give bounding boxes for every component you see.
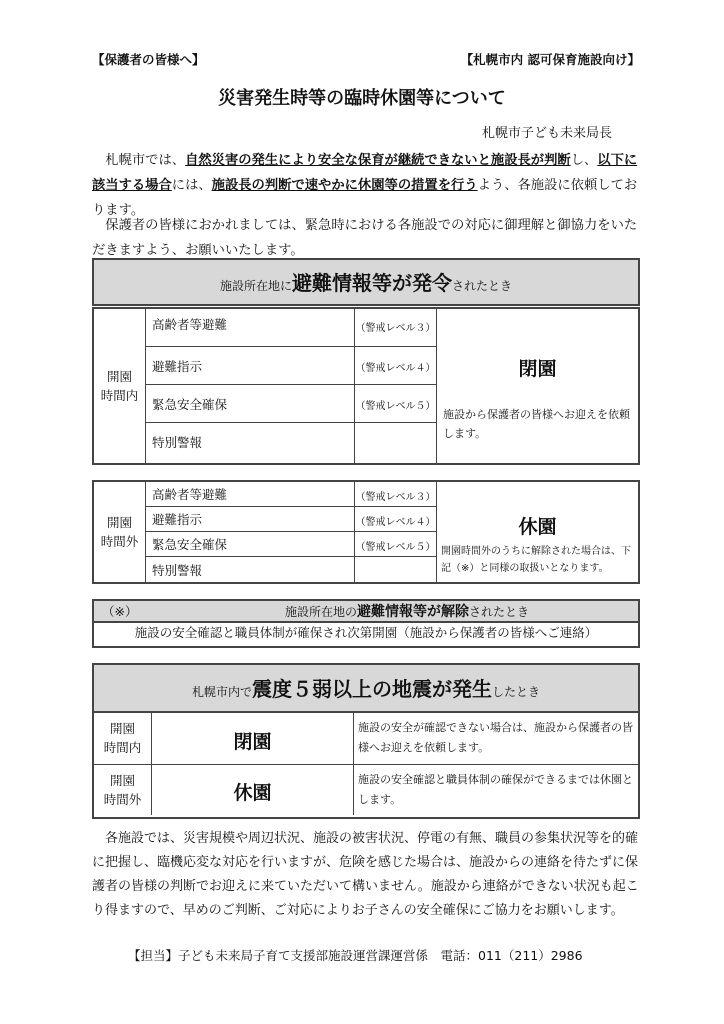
evacuation-closed-hours-table [92, 480, 640, 584]
alert-name: 特別警報 [152, 435, 203, 450]
action-close: 閉園 [152, 713, 354, 765]
period-label: 開園 時間内 [94, 713, 152, 765]
release-header: （※） 施設所在地の避難情報等が解除されたとき [92, 599, 640, 623]
action-suspend: 休園 [152, 765, 354, 815]
target-tag: 【札幌市内 認可保育施設向け】 [460, 52, 640, 67]
alert-level: （警戒レベル５） [354, 532, 436, 557]
alert-level: （警戒レベル５） [354, 385, 436, 423]
action-note: 施設の安全確認と職員体制の確保ができるまでは休園とします。 [358, 773, 633, 806]
evacuation-open-hours-table [92, 307, 640, 465]
release-body: 施設の安全確認と職員体制が確保され次第開園（施設から保護者の皆様へご連絡） [92, 622, 640, 648]
action-suspend: 休園 [436, 482, 638, 542]
page-title: 災害発生時等の臨時休園等について [218, 88, 506, 109]
earthquake-table [92, 713, 640, 819]
action-note: 施設の安全が確認できない場合は、施設から保護者の皆様へお迎えを依頼します。 [354, 713, 638, 765]
contact-info: 【担当】子ども未来局子育て支援部施設運営課運営係 電話：011（211）2986 [128, 948, 583, 963]
alert-level: （警戒レベル４） [354, 347, 436, 385]
alert-name: 緊急安全確保 [146, 385, 354, 423]
alert-name: 高齢者等避難 [146, 482, 354, 507]
action-note: 施設から保護者の皆様へお迎えを依頼します。 [436, 401, 638, 463]
intro-paragraph-2: 保護者の皆様におかれましては、緊急時における各施設での対応に御理解と御協力をいただきますよう、お願いいたします。 [92, 218, 638, 258]
alert-level: （警戒レベル４） [354, 507, 436, 532]
alert-name: 避難指示 [146, 347, 354, 385]
audience-tag: 【保護者の皆様へ】 [92, 52, 205, 67]
action-note: 開園時間外のうちに解除された場合は、下記（※）と同様の取扱いとなります。 [436, 542, 638, 582]
closing-paragraph: 各施設では、災害規模や周辺状況、施設の被害状況、停電の有無、職員の参集状況等を的確に把握し、臨機応変な対応を行いますが、危険を感じた場合は、施設からの連絡を待たずに保護者の皆様の判断でお迎えに来ていただいて構いません。施設から連絡ができない状況も起こり得ますので、早めのご判断、ご対応によりお子さんの安全確保にご協力をお願いします。 [92, 831, 639, 918]
alert-name: 特別警報 [152, 563, 203, 578]
evacuation-header: 施設所在地に避難情報等が発令されたとき [92, 258, 640, 306]
period-label: 開園 時間外 [94, 765, 152, 815]
alert-name: 緊急安全確保 [146, 532, 354, 557]
author: 札幌市子ども未来局長 [481, 126, 612, 141]
alert-level: （警戒レベル３） [354, 309, 436, 347]
period-label: 開園 時間内 [94, 309, 146, 463]
alert-level: （警戒レベル３） [354, 482, 436, 507]
earthquake-header: 札幌市内で震度５弱以上の地震が発生したとき [92, 663, 640, 713]
action-close: 閉園 [436, 309, 638, 401]
alert-name: 高齢者等避難 [146, 309, 354, 347]
alert-level-empty [354, 557, 436, 582]
intro-paragraph-1: 札幌市では、自然災害の発生により安全な保育が継続できないと施設長が判断し、以下に該当する場合には、施設長の判断で速やかに休園等の措置を行うよう、各施設に依頼しております。 [92, 153, 638, 218]
period-label: 開園 時間外 [94, 482, 146, 582]
alert-level-empty [354, 423, 436, 463]
alert-name: 避難指示 [146, 507, 354, 532]
